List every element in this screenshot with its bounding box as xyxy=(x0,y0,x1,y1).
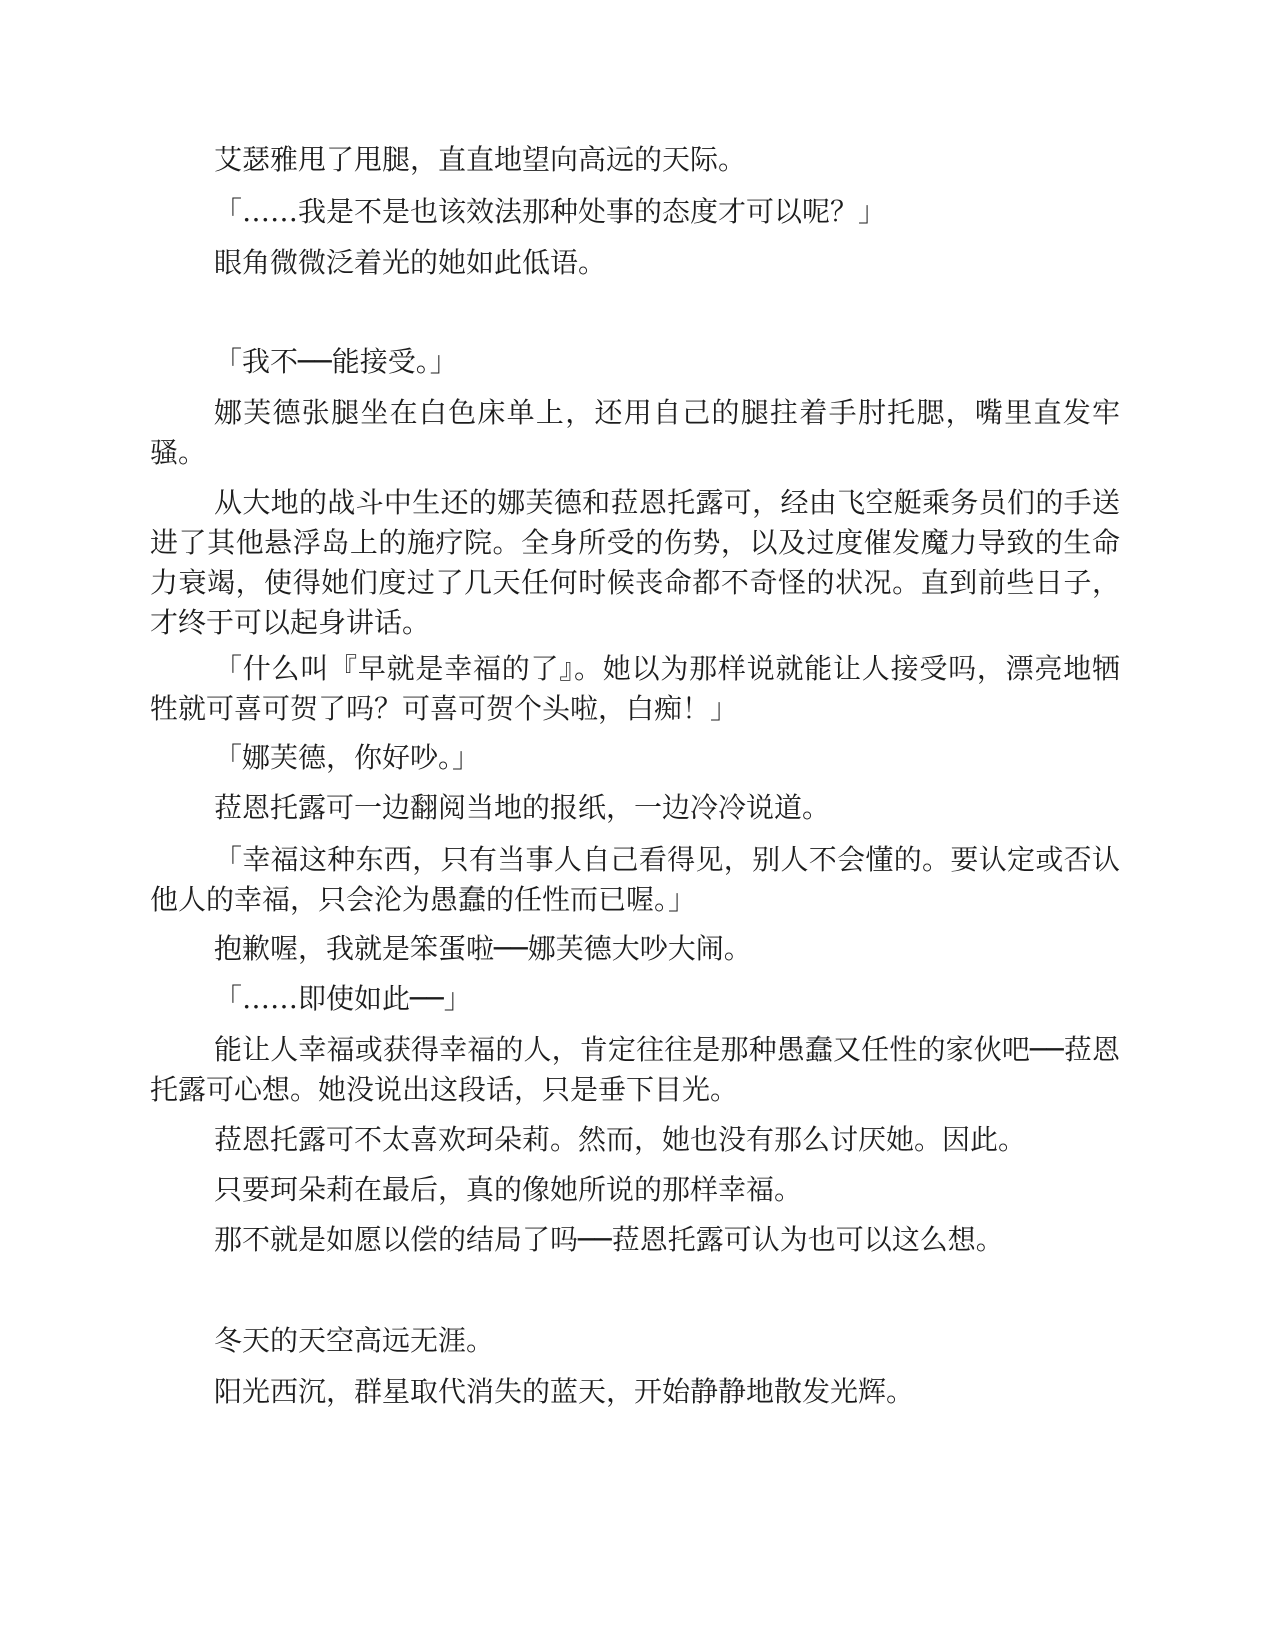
paragraph-12: 「……即使如此──」 xyxy=(214,982,472,1015)
paragraph-15: 只要珂朵莉在最后，真的像她所说的那样幸福。 xyxy=(214,1173,803,1206)
paragraph-4: 「我不──能接受。」 xyxy=(214,345,458,378)
paragraph-10: 「幸福这种东西，只有当事人自己看得见，别人不会懂的。要认定或否认他人的幸福，只会沦为愚蠢的任性而已喔。」 xyxy=(150,843,1120,916)
paragraph-5: 娜芙德张腿坐在白色床单上，还用自己的腿拄着手肘托腮，嘴里直发牢骚。 xyxy=(150,396,1120,469)
paragraph-3: 眼角微微泛着光的她如此低语。 xyxy=(214,246,607,279)
paragraph-14: 菈恩托露可不太喜欢珂朵莉。然而，她也没有那么讨厌她。因此。 xyxy=(214,1123,1027,1156)
paragraph-2: 「……我是不是也该效法那种处事的态度才可以呢？」 xyxy=(214,195,887,228)
paragraph-18: 阳光西沉，群星取代消失的蓝天，开始静静地散发光辉。 xyxy=(214,1375,915,1408)
paragraph-7: 「什么叫『早就是幸福的了』。她以为那样说就能让人接受吗，漂亮地牺牲就可喜可贺了吗？可喜可贺个头啦，白痴！」 xyxy=(150,652,1120,725)
paragraph-11: 抱歉喔，我就是笨蛋啦──娜芙德大吵大闹。 xyxy=(214,932,752,965)
paragraph-8: 「娜芙德，你好吵。」 xyxy=(214,741,481,774)
paragraph-17: 冬天的天空高远无涯。 xyxy=(214,1324,495,1357)
paragraph-1: 艾瑟雅甩了甩腿，直直地望向高远的天际。 xyxy=(214,143,747,176)
paragraph-6: 从大地的战斗中生还的娜芙德和菈恩托露可，经由飞空艇乘务员们的手送进了其他悬浮岛上的施疗院。全身所受的伤势，以及过度催发魔力导致的生命力衰竭，使得她们度过了几天任何时候丧命都不奇怪的状况。直到前些日子，才终于可以起身讲话。 xyxy=(150,486,1120,639)
paragraph-16: 那不就是如愿以偿的结局了吗──菈恩托露可认为也可以这么想。 xyxy=(214,1223,1004,1256)
paragraph-9: 菈恩托露可一边翻阅当地的报纸，一边冷冷说道。 xyxy=(214,791,831,824)
paragraph-13: 能让人幸福或获得幸福的人，肯定往往是那种愚蠢又任性的家伙吧──菈恩托露可心想。她没说出这段话，只是垂下目光。 xyxy=(150,1033,1120,1106)
